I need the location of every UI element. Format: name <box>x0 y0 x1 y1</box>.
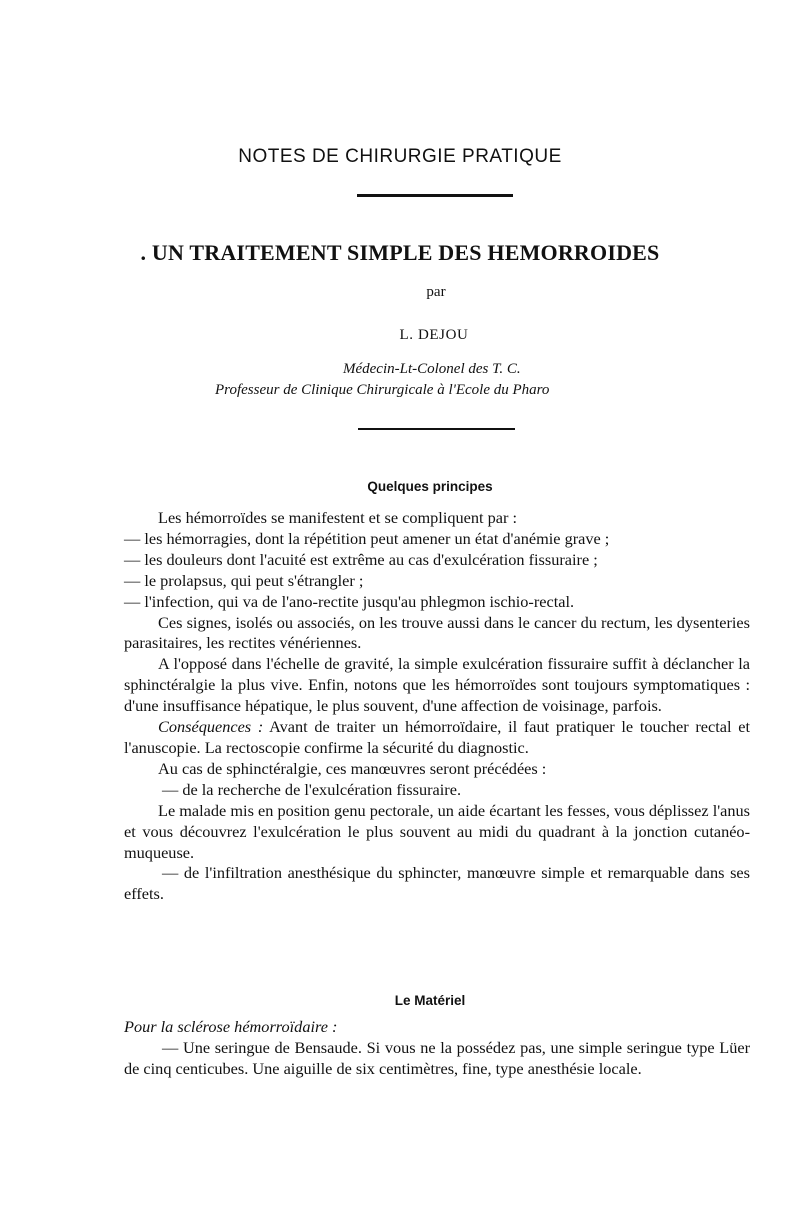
list-item: — les hémorragies, dont la répétition peut amener un état d'anémie grave ; <box>124 528 610 548</box>
list-item: — le prolapsus, qui peut s'étrangler ; <box>124 570 364 590</box>
author-name: L. DEJOU <box>399 327 469 343</box>
section-heading-principes: Quelques principes <box>367 479 493 494</box>
author-affiliation-rank: Médecin-Lt-Colonel des T. C. <box>343 361 521 377</box>
subheading-sclerose: Pour la sclérose hémorroïdaire : <box>124 1017 338 1036</box>
list-item: — les douleurs dont l'acuité est extrême au cas d'exulcération fissuraire ; <box>124 549 598 569</box>
section-body-materiel <box>124 1017 750 1080</box>
byline-par: par <box>426 284 446 300</box>
consequences-label: Conséquences : <box>158 717 264 737</box>
paragraph: — de l'infiltration anesthésique du sphincter, manœuvre simple et remarquable dans ses effets. <box>124 863 750 904</box>
paragraph-intro: Les hémorroïdes se manifestent et se compliquent par : <box>158 508 517 527</box>
title-divider-rule <box>357 194 513 197</box>
paragraph: Ces signes, isolés ou associés, on les trouve aussi dans le cancer du rectum, les dysenteries parasitaires, les rectites vénériennes. <box>124 612 750 653</box>
paragraph: — Une seringue de Bensaude. Si vous ne la possédez pas, une simple seringue type Lüer de cinq centicubes. Une aiguille de six centimètres, fine, type anesthésie locale. <box>124 1037 750 1078</box>
byline-divider-rule <box>358 428 515 430</box>
series-title: NOTES DE CHIRURGIE PRATIQUE <box>238 146 562 167</box>
paragraph: A l'opposé dans l'échelle de gravité, la simple exulcération fissuraire suffit à déclancher la sphinctéralgie la plus vive. Enfin, notons que les hémorroïdes sont toujours symptomatiques : d'une insuffisance hépatique, le plus souvent, d'une affection de voisinage, parfois. <box>124 654 750 716</box>
author-affiliation-position: Professeur de Clinique Chirurgicale à l'Ecole du Pharo <box>215 382 550 398</box>
section-body-principes <box>124 508 750 905</box>
article-title: . UN TRAITEMENT SIMPLE DES HEMORROIDES <box>140 240 660 265</box>
paragraph: Au cas de sphinctéralgie, ces manœuvres seront précédées : <box>158 758 547 778</box>
paragraph-consequences <box>124 717 750 759</box>
consequences-text: Avant de traiter un hémorroïdaire, il faut pratiquer le toucher rectal et l'anuscopie. La rectoscopie confirme la sécurité du diagnostic. <box>124 717 751 757</box>
paragraph: Le malade mis en position genu pectorale, un aide écartant les fesses, vous déplissez l'anus et vous découvrez l'exulcération le plus souvent au midi du quadrant à la jonction cutanéo-muqueuse. <box>124 800 750 862</box>
paragraph: — de la recherche de l'exulcération fissuraire. <box>162 779 462 799</box>
section-heading-materiel: Le Matériel <box>394 993 466 1008</box>
list-item: — l'infection, qui va de l'ano-rectite jusqu'au phlegmon ischio-rectal. <box>124 591 575 611</box>
